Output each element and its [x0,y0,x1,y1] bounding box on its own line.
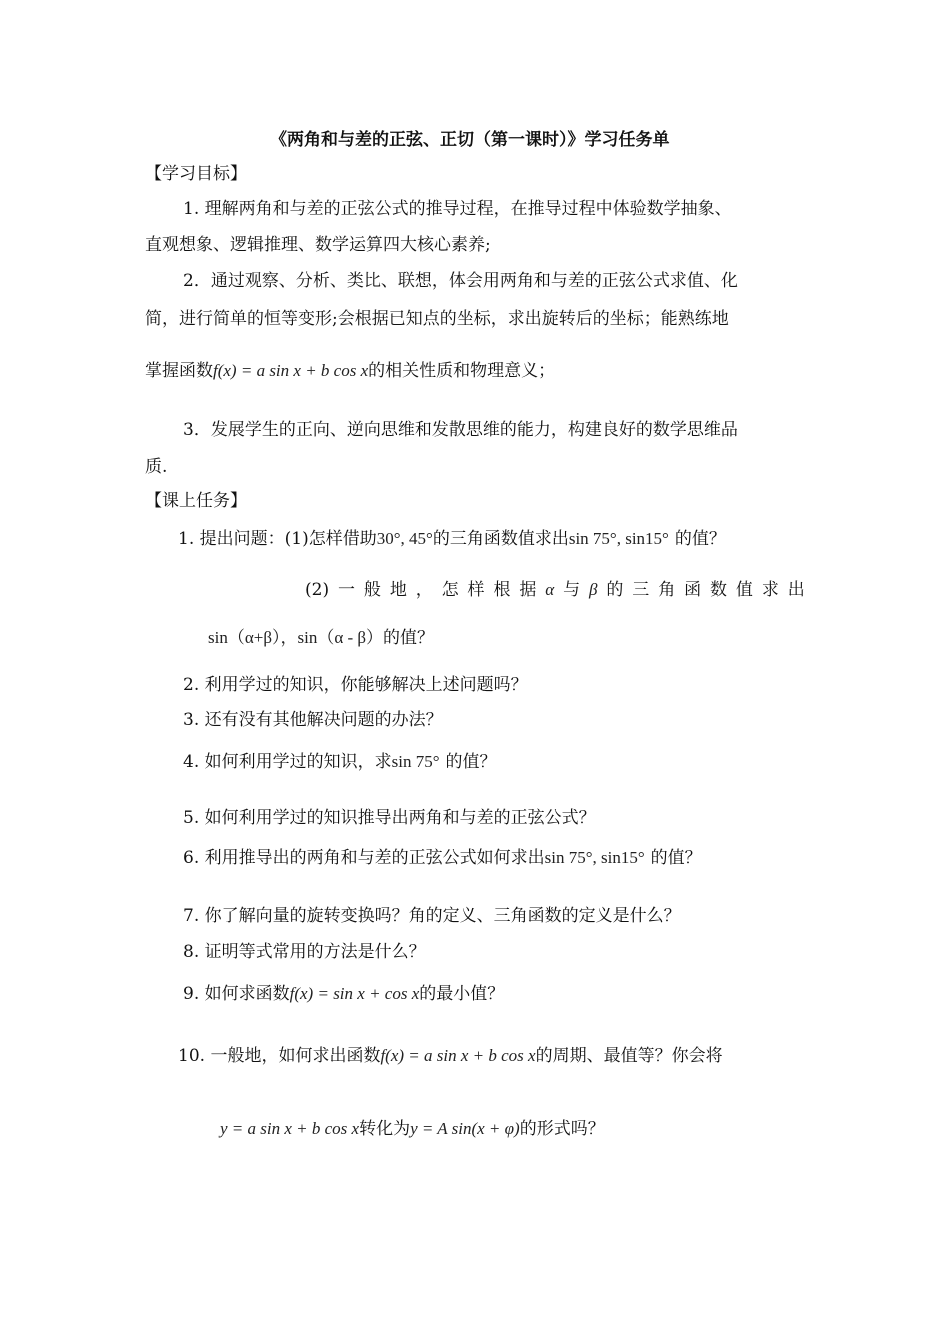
task-10-pre: 10. 一般地，如何求出函数 [178,1046,381,1066]
task-1 [178,527,726,551]
task-6-pre: 6. 利用推导出的两角和与差的正弦公式如何求出 [183,848,545,868]
task-1b-char: 的 [606,580,624,600]
task-1b-char: 一 [338,580,355,600]
task-1b-post: 的值？ [383,628,435,648]
task-9 [183,982,504,1006]
task-2: 2. 利用学过的知识，你能够解决上述问题吗？ [183,675,528,695]
task-10-formula-2: y = A sin(x + φ) [410,1119,520,1138]
page-title: 《两角和与差的正弦、正切（第一课时）》学习任务单 [270,130,670,150]
task-1b-char: 出 [787,580,805,600]
task-6-formula: sin 75°, sin15° [544,848,645,867]
goal-2-line-3-post: 的相关性质和物理意义； [368,361,556,381]
task-10-mid: 转化为 [359,1119,411,1139]
goal-2-line-2: 简，进行简单的恒等变形;会根据已知点的坐标，求出旋转后的坐标；能熟练地 [145,309,729,329]
task-3: 3. 还有没有其他解决问题的办法？ [183,710,443,730]
task-10-post: 的周期、最值等？你会将 [535,1046,723,1066]
task-1-post: 的值？ [674,529,726,549]
task-1b-char: 三 [632,580,650,600]
task-1b-char: 与 [563,580,581,600]
task-1b-char: 求 [761,580,779,600]
task-1b-line-2 [208,626,434,650]
task-1b-formula: sin（α+β），sin（α - β） [208,628,384,647]
task-10 [178,1044,723,1068]
task-1b-char: 地 [389,580,407,600]
task-10-formula-1: y = a sin x + b cos x [220,1119,360,1138]
goal-1-line-1: 1. 理解两角和与差的正弦公式的推导过程，在推导过程中体验数学抽象、 [183,199,732,219]
task-4-pre: 4. 如何利用学过的知识，求 [183,752,392,772]
task-1b-char: 样 [467,580,485,600]
task-1b-char: 角 [658,580,676,600]
task-1b-char: 般 [363,580,381,600]
task-1b-char: 怎 [441,580,459,600]
beta-symbol: β [589,580,598,599]
goal-3-line-1: 3．发展学生的正向、逆向思维和发散思维的能力，构建良好的数学思维品 [183,420,738,440]
task-7: 7. 你了解向量的旋转变换吗？角的定义、三角函数的定义是什么？ [183,906,681,926]
task-10-line-2 [220,1117,605,1141]
section-header-goals: 【学习目标】 [145,164,247,184]
goal-1-line-2: 直观想象、逻辑推理、数学运算四大核心素养; [145,235,491,255]
task-4 [183,750,497,774]
task-6 [183,846,702,870]
task-5: 5. 如何利用学过的知识推导出两角和与差的正弦公式？ [183,808,596,828]
task-4-post: 的值？ [445,752,497,772]
task-1b-char: 根 [493,580,511,600]
task-1-angles: 30°, 45° [376,529,433,548]
task-6-post: 的值？ [650,848,702,868]
section-header-tasks: 【课上任务】 [145,491,247,511]
task-8: 8. 证明等式常用的方法是什么？ [183,942,426,962]
task-1b-char: 值 [735,580,753,600]
task-1-mid: 的三角函数值求出 [432,529,569,549]
task-9-post: 的最小值？ [419,984,505,1004]
goal-2-line-3 [145,359,555,383]
task-1b-char: (2) [305,580,330,600]
goal-3-line-2: 质. [145,457,168,477]
task-1b-line-1 [305,578,805,602]
task-1-values: sin 75°, sin15° [568,529,669,548]
task-1b-char: 函 [684,580,702,600]
goal-2-line-3-pre: 掌握函数 [145,361,213,381]
task-4-formula: sin 75° [391,752,440,771]
task-1-pre: 1. 提出问题：(1)怎样借助 [178,529,377,549]
task-10-post-2: 的形式吗？ [519,1119,605,1139]
alpha-symbol: α [545,580,555,599]
task-1b-char: 数 [710,580,727,600]
goal-2-line-1: 2．通过观察、分析、类比、联想，体会用两角和与差的正弦公式求值、化 [183,271,738,291]
task-1b-char: 据 [519,580,537,600]
task-9-formula: f(x) = sin x + cos x [289,984,420,1003]
goal-2-formula: f(x) = a sin x + b cos x [213,361,369,380]
task-1b-char: ， [415,580,433,600]
task-10-formula: f(x) = a sin x + b cos x [380,1046,536,1065]
task-9-pre: 9. 如何求函数 [183,984,290,1004]
